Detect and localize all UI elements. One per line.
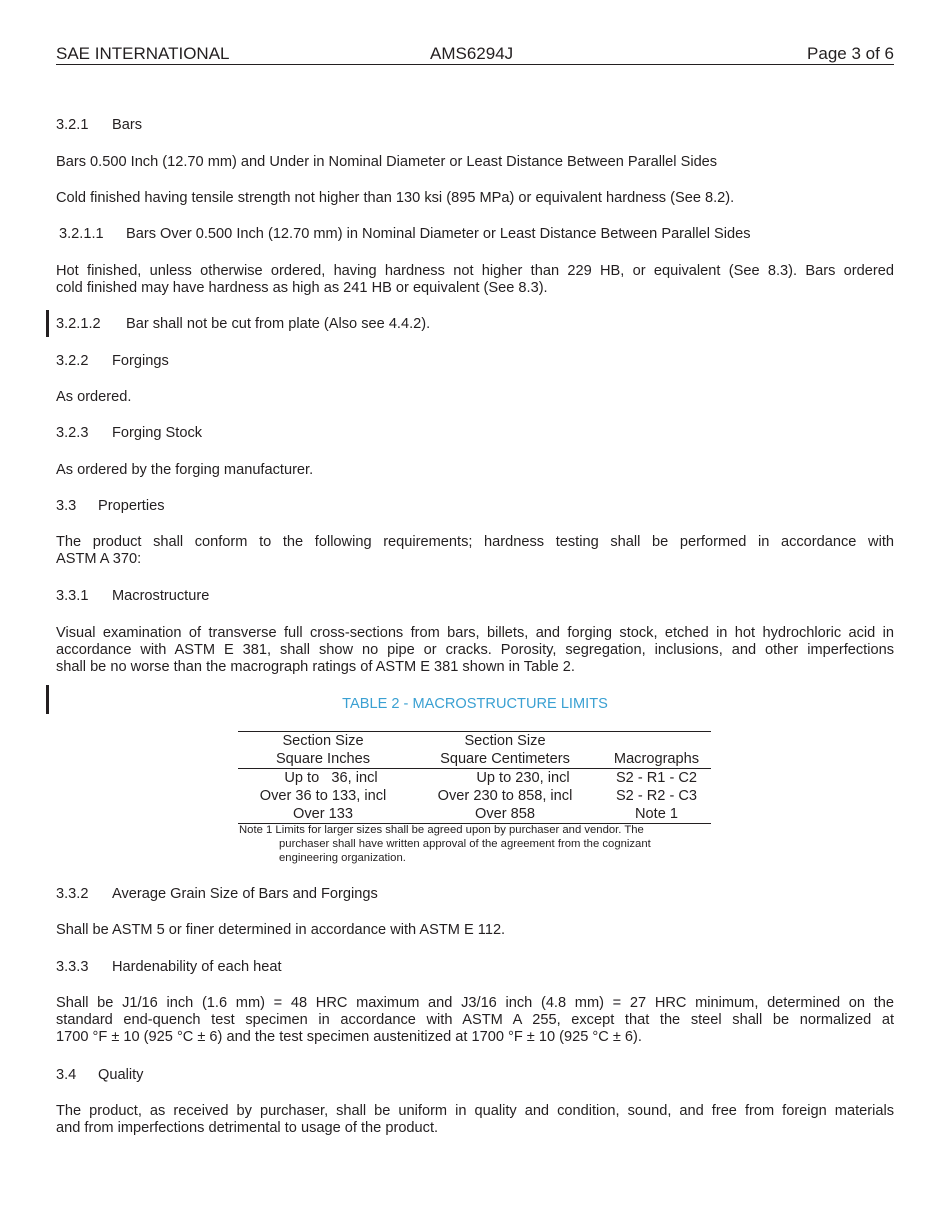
header-cell: Square Centimeters [440, 751, 570, 767]
paragraph-line: Visual examination of transverse full cross-sections from bars, billets, and forging stock, etched in hot hydrochloric acid in [56, 625, 894, 641]
header-cell: Macrographs [613, 751, 700, 767]
section-number: 3.3.2 [56, 886, 89, 902]
header-organization: SAE INTERNATIONAL [56, 44, 230, 63]
section-number: 3.3 [56, 498, 77, 514]
paragraph-line: Hot finished, unless otherwise ordered, having hardness not higher than 229 HB, or equivalent (See 8.3). Bars ordered [56, 263, 894, 279]
section-3-2-3-heading [56, 425, 202, 442]
table-cell: Over 133 [292, 806, 354, 822]
paragraph-line: cold finished may have hardness as high as 241 HB or equivalent (See 8.3). [56, 280, 548, 296]
paragraph-line: and from imperfections detrimental to usage of the product. [56, 1120, 439, 1136]
header-page-number: Page 3 of 6 [807, 44, 894, 63]
header-cell [602, 732, 711, 750]
section-number: 3.3.3 [56, 959, 89, 975]
section-number: 3.2.3 [56, 425, 89, 441]
section-title: Hardenability of each heat [112, 959, 282, 975]
section-title: Average Grain Size of Bars and Forgings [112, 886, 378, 902]
section-3-2-2-paragraph: As ordered. [56, 389, 132, 405]
section-title: Properties [98, 498, 165, 514]
section-title: Bar shall not be cut from plate (Also see 4.4.2). [126, 316, 431, 332]
header-document-id: AMS6294J [430, 44, 514, 63]
table-row [238, 787, 711, 805]
note-line: Note 1 Limits for larger sizes shall be agreed upon by purchaser and vendor. The [239, 824, 644, 836]
table-2-note [239, 823, 709, 865]
paragraph-line: Shall be J1/16 inch (1.6 mm) = 48 HRC maximum and J3/16 inch (4.8 mm) = 27 HRC minimum, determined on the [56, 995, 894, 1011]
table-row [238, 769, 711, 787]
section-number: 3.2.1 [56, 117, 89, 133]
section-3-3-3-heading [56, 959, 282, 976]
paragraph-line: ASTM A 370: [56, 551, 142, 567]
section-title: Bars [112, 117, 143, 133]
table-row [238, 805, 711, 824]
section-3-2-1-1-paragraph [56, 263, 894, 297]
section-title: Macrostructure [112, 588, 210, 604]
table-cell: Over 36 to 133, incl [259, 788, 387, 804]
paragraph-line: The product shall conform to the following requirements; hardness testing shall be performed in accordance with [56, 534, 894, 550]
section-3-3-3-paragraph [56, 995, 894, 1046]
section-3-3-2-paragraph: Shall be ASTM 5 or finer determined in accordance with ASTM E 112. [56, 922, 506, 938]
section-3-2-1-2-heading [56, 316, 430, 333]
section-3-3-heading [56, 498, 165, 515]
section-title: Forgings [112, 353, 169, 369]
section-3-3-2-heading [56, 886, 378, 903]
header-cell: Section Size [282, 733, 364, 749]
table-cell: Up to 36, incl [284, 770, 378, 786]
table-cell: Up to 230, incl [476, 770, 570, 786]
table-cell: Note 1 [635, 806, 678, 822]
table-2-title: TABLE 2 - MACROSTRUCTURE LIMITS [342, 696, 608, 712]
paragraph-line: accordance with ASTM E 381, shall show no pipe or cracks. Porosity, segregation, inclusions, and other imperfections [56, 642, 894, 658]
section-title: Quality [98, 1067, 144, 1083]
section-title: Forging Stock [112, 425, 203, 441]
section-number: 3.2.1.1 [59, 226, 104, 242]
section-3-2-2-heading [56, 353, 169, 370]
paragraph-line: The product, as received by purchaser, shall be uniform in quality and condition, sound, and free from foreign materials [56, 1103, 894, 1119]
table-cell: S2 - R1 - C2 [615, 770, 698, 786]
note-line: purchaser shall have written approval of the agreement from the cognizant [279, 838, 651, 850]
section-number: 3.4 [56, 1067, 77, 1083]
section-3-4-heading [56, 1067, 143, 1084]
section-3-4-paragraph [56, 1103, 894, 1137]
table-cell: Over 858 [474, 806, 536, 822]
section-3-2-1-paragraph-1: Bars 0.500 Inch (12.70 mm) and Under in Nominal Diameter or Least Distance Between Parallel Sides [56, 154, 718, 170]
section-3-2-1-1-heading [59, 226, 751, 243]
table-2-macrostructure-limits [238, 731, 711, 824]
table-cell: Over 230 to 858, incl [437, 788, 573, 804]
section-3-2-1-paragraph-2: Cold finished having tensile strength not higher than 130 ksi (895 MPa) or equivalent hardness (See 8.2). [56, 190, 735, 206]
revision-change-bar [46, 310, 49, 337]
section-number: 3.2.2 [56, 353, 89, 369]
paragraph-line: standard end-quench test specimen in accordance with ASTM A 255, except that the steel shall be normalized at [56, 1012, 894, 1028]
section-number: 3.3.1 [56, 588, 89, 604]
header-cell: Section Size [464, 733, 546, 749]
section-3-3-1-paragraph [56, 625, 894, 676]
table-header-row-1 [238, 732, 711, 750]
table-cell: S2 - R2 - C3 [615, 788, 698, 804]
section-3-2-1-heading [56, 117, 142, 134]
header-cell: Square Inches [275, 751, 371, 767]
section-number: 3.2.1.2 [56, 316, 101, 332]
table-header-row-2 [238, 750, 711, 769]
section-title: Bars Over 0.500 Inch (12.70 mm) in Nominal Diameter or Least Distance Between Parallel Sides [126, 226, 751, 242]
note-line: engineering organization. [279, 852, 406, 864]
paragraph-line: shall be no worse than the macrograph ratings of ASTM E 381 shown in Table 2. [56, 659, 575, 675]
section-3-2-3-paragraph: As ordered by the forging manufacturer. [56, 462, 314, 478]
page-header [56, 44, 894, 65]
section-3-3-1-heading [56, 588, 209, 605]
paragraph-line: 1700 °F ± 10 (925 °C ± 6) and the test specimen austenitized at 1700 °F ± 10 (925 °C ± 6). [56, 1029, 642, 1045]
section-3-3-paragraph [56, 534, 894, 568]
